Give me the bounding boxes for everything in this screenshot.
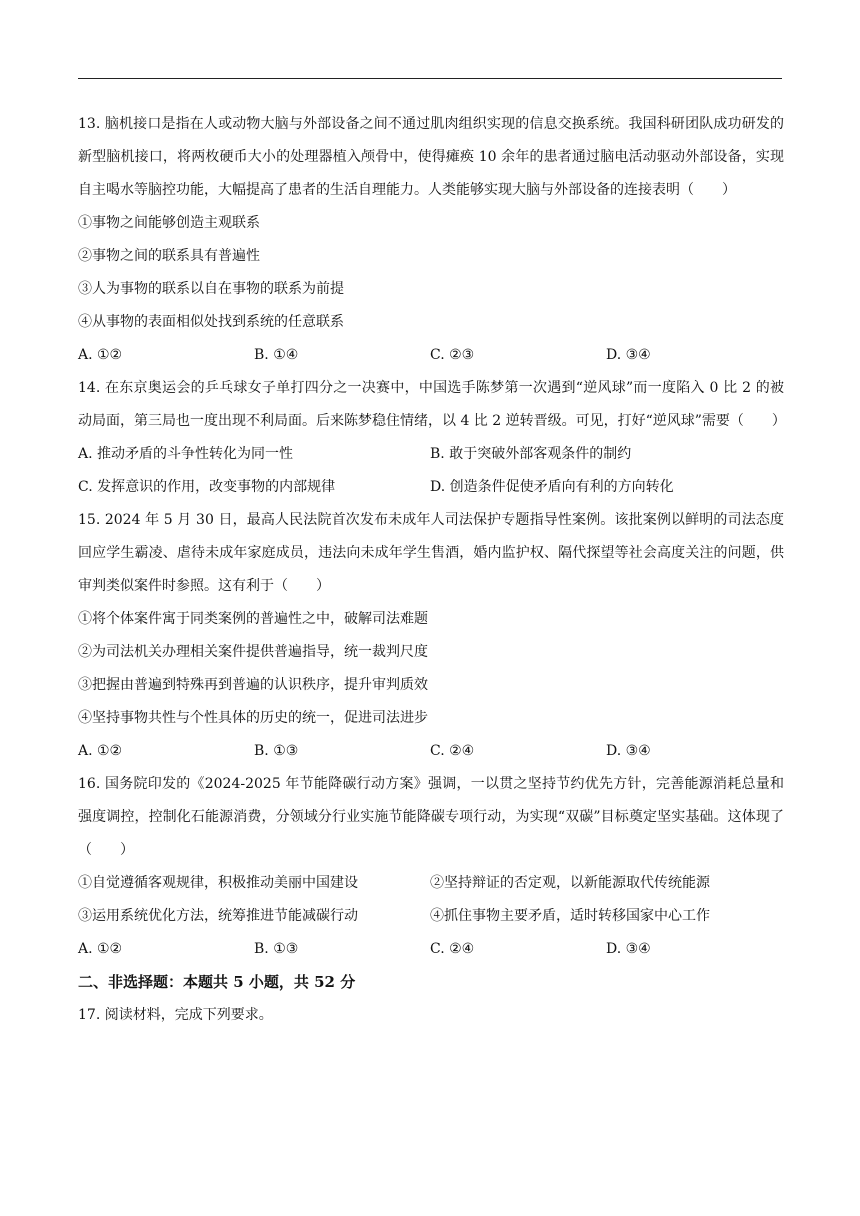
q13-choice-d: D. ③④ <box>606 347 651 363</box>
q13-statement-4: ④从事物的表面相似处找到系统的任意联系 <box>78 314 344 330</box>
q15-choice-b: B. ①③ <box>254 743 299 759</box>
q15-choices <box>78 735 784 768</box>
q13-choice-a: A. ①② <box>78 347 123 363</box>
question-15-stem: 15. 2024 年 5 月 30 日，最高人民法院首次发布未成年人司法保护专题指导性案例。该批案例以鲜明的司法态度回应学生霸凌、虐待未成年家庭成员，违法向未成年学生售酒，婚内监护权、隔代探望等社会高度关注的问题，供审判类似案件时参照。这有利于（ ） <box>78 512 784 594</box>
q15-choice-d: D. ③④ <box>606 743 651 759</box>
q13-choices <box>78 339 784 372</box>
q15-statement-1: ①将个体案件寓于同类案例的普遍性之中，破解司法难题 <box>78 611 428 627</box>
section-heading: 二、非选择题：本题共 5 小题，共 52 分 <box>78 973 356 991</box>
q16-statements-row-2 <box>78 900 784 933</box>
q15-choice-a: A. ①② <box>78 743 123 759</box>
q16-choices <box>78 933 784 966</box>
question-16-stem: 16. 国务院印发的《2024-2025 年节能降碳行动方案》强调，一以贯之坚持节约优先方针，完善能源消耗总量和强度调控，控制化石能源消费，分领域分行业实施节能降碳专项行动，为实现“双碳”目标奠定坚实基础。这体现了（ ） <box>78 776 784 858</box>
q15-statement-2: ②为司法机关办理相关案件提供普遍指导，统一裁判尺度 <box>78 644 428 660</box>
q13-choice-b: B. ①④ <box>254 347 299 363</box>
q16-choice-b: B. ①③ <box>254 941 299 957</box>
q16-choice-a: A. ①② <box>78 941 123 957</box>
q13-statement-2: ②事物之间的联系具有普遍性 <box>78 248 260 264</box>
q16-statements-row-1 <box>78 867 784 900</box>
q13-statement-3: ③人为事物的联系以自在事物的联系为前提 <box>78 281 344 297</box>
q15-statement-3: ③把握由普遍到特殊再到普遍的认识秩序，提升审判质效 <box>78 677 428 693</box>
q15-statement-4: ④坚持事物共性与个性具体的历史的统一，促进司法进步 <box>78 710 428 726</box>
document-page <box>78 108 784 1032</box>
q13-statement-1: ①事物之间能够创造主观联系 <box>78 215 260 231</box>
q14-choice-c: C. 发挥意识的作用，改变事物的内部规律 <box>78 479 336 495</box>
q16-statement-1: ①自觉遵循客观规律，积极推动美丽中国建设 <box>78 875 358 891</box>
header-rule <box>78 78 782 79</box>
question-17-stem: 17. 阅读材料，完成下列要求。 <box>78 1007 273 1023</box>
q14-choices-row-1 <box>78 438 784 471</box>
question-14-stem: 14. 在东京奥运会的乒乓球女子单打四分之一决赛中，中国选手陈梦第一次遇到“逆风球”而一度陷入 0 比 2 的被动局面，第三局也一度出现不利局面。后来陈梦稳住情绪，以 4 比 2 逆转晋级。可见，打好“逆风球”需要（ ） <box>78 380 786 429</box>
q16-choice-c: C. ②④ <box>430 941 475 957</box>
q14-choice-d: D. 创造条件促使矛盾向有利的方向转化 <box>430 479 674 495</box>
q13-choice-c: C. ②③ <box>430 347 475 363</box>
q14-choice-b: B. 敢于突破外部客观条件的制约 <box>430 446 632 462</box>
q15-choice-c: C. ②④ <box>430 743 475 759</box>
q16-choice-d: D. ③④ <box>606 941 651 957</box>
q16-statement-2: ②坚持辩证的否定观，以新能源取代传统能源 <box>430 875 710 891</box>
q16-statement-3: ③运用系统优化方法，统筹推进节能减碳行动 <box>78 908 358 924</box>
question-13-stem: 13. 脑机接口是指在人或动物大脑与外部设备之间不通过肌肉组织实现的信息交换系统。我国科研团队成功研发的新型脑机接口，将两枚硬币大小的处理器植入颅骨中，使得瘫痪 10 余年的患者通过脑电活动驱动外部设备，实现自主喝水等脑控功能，大幅提高了患者的生活自理能力。人类能够实现大脑与外部设备的连接表明（ ） <box>78 116 784 198</box>
q14-choices-row-2 <box>78 471 784 504</box>
q14-choice-a: A. 推动矛盾的斗争性转化为同一性 <box>78 446 294 462</box>
q16-statement-4: ④抓住事物主要矛盾，适时转移国家中心工作 <box>430 908 710 924</box>
